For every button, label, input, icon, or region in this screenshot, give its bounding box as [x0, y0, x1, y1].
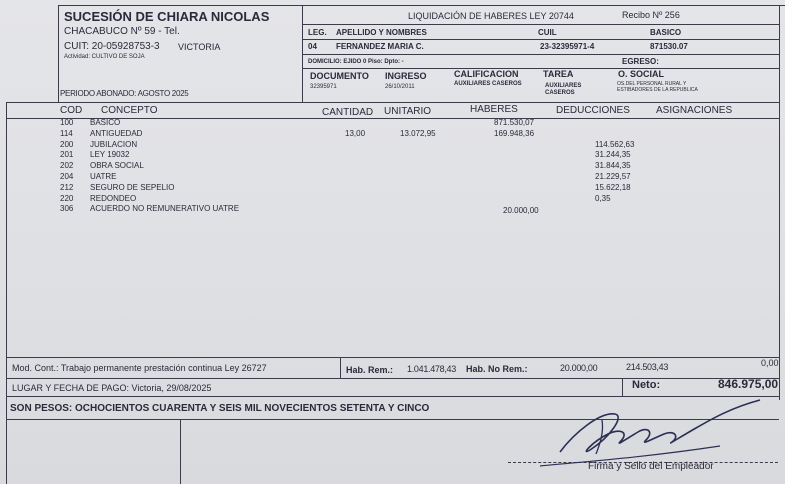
- values-underline: [302, 54, 779, 55]
- hab-rem-value: 1.041.478,43: [407, 364, 456, 374]
- osocial-label: O. SOCIAL: [618, 69, 665, 79]
- item-concepto: LEY 19032: [90, 150, 130, 160]
- cuil-value: 23-32395971-4: [540, 42, 595, 51]
- employer-name: SUCESIÓN DE CHIARA NICOLAS: [64, 9, 270, 24]
- totals-top-line: [6, 357, 779, 358]
- calif-label: CALIFICACION: [454, 69, 519, 79]
- receipt-title: LIQUIDACIÓN DE HABERES LEY 20744: [408, 11, 574, 21]
- item-deducciones: 114.562,63: [595, 139, 635, 149]
- signature-area-divider: [180, 419, 181, 484]
- employer-activity: Actividad: CULTIVO DE SOJA: [64, 54, 145, 60]
- neto-label: Neto:: [632, 379, 661, 391]
- frame-right: [779, 5, 780, 400]
- item-cantidad: 13,00: [345, 128, 366, 138]
- item-cod: 306: [60, 204, 74, 214]
- item-cod: 200: [60, 139, 74, 149]
- ingreso-value: 26/10/2011: [385, 84, 415, 90]
- item-no-rem: 20.000,00: [503, 206, 539, 216]
- col-concepto: CONCEPTO: [101, 105, 158, 116]
- col-unitario: UNITARIO: [384, 106, 432, 117]
- item-row: [0, 118, 720, 129]
- hab-rem-box: [340, 358, 341, 378]
- calif-value: AUXILIARES CASEROS: [454, 81, 522, 87]
- employee-name: FERNANDEZ MARIA C.: [336, 42, 424, 51]
- item-concepto: REDONDEO: [90, 193, 137, 203]
- item-deducciones: 0,35: [595, 193, 611, 203]
- son-pesos: SON PESOS: OCHOCIENTOS CUARENTA Y SEIS MIL NOVECIENTOS SETENTA Y CINCO: [10, 403, 430, 414]
- name-label: APELLIDO Y NOMBRES: [336, 28, 427, 37]
- domicile-underline: [302, 68, 779, 69]
- cuil-label: CUIL: [538, 28, 557, 37]
- item-cod: 202: [60, 161, 74, 171]
- deducciones-total: 214.503,43: [626, 362, 669, 372]
- lugar-fecha: LUGAR Y FECHA DE PAGO: Victoria, 29/08/2025: [12, 383, 212, 393]
- receipt-number: Recibo Nº 256: [622, 10, 680, 20]
- item-concepto: JUBILACION: [90, 139, 138, 149]
- item-haberes: 169.948,36: [494, 128, 535, 138]
- firma-label: Firma y Sello del Empleador: [588, 461, 714, 472]
- item-cod: 114: [60, 128, 73, 138]
- doc-label: DOCUMENTO: [310, 71, 369, 81]
- item-concepto: ACUERDO NO REMUNERATIVO UATRE: [90, 204, 240, 214]
- item-row: [0, 183, 720, 194]
- col-asignaciones: ASIGNACIONES: [656, 105, 733, 116]
- item-concepto: BASICO: [90, 118, 121, 127]
- item-deducciones: 31.844,35: [595, 161, 631, 171]
- osocial-value: [617, 81, 715, 98]
- leg-label: LEG.: [308, 28, 327, 37]
- item-row: [0, 172, 720, 183]
- item-row: [0, 204, 720, 215]
- item-cod: 220: [60, 193, 74, 203]
- neto-value: 846.975,00: [718, 377, 779, 391]
- basic-value: 871530.07: [650, 42, 688, 51]
- employer-address: CHACABUCO Nº 59 - Tel.: [64, 26, 180, 37]
- frame-left-top: [58, 5, 59, 103]
- basic-label: BASICO: [650, 28, 682, 37]
- labels-underline: [302, 39, 779, 40]
- item-concepto: ANTIGUEDAD: [90, 128, 143, 138]
- employer-cuit: CUIT: 20-05928753-3: [64, 41, 160, 52]
- ingreso-label: INGRESO: [385, 71, 427, 81]
- item-row: [0, 150, 720, 161]
- hab-rem-label: Hab. Rem.:: [346, 365, 394, 375]
- col-cod: COD: [60, 105, 83, 116]
- item-row: [0, 129, 720, 140]
- header-bottom-line: [6, 102, 779, 103]
- doc-value: 32395971: [310, 84, 337, 90]
- item-unitario: 13.072,95: [400, 128, 436, 138]
- totals-bottom-line: [6, 378, 779, 379]
- item-haberes: 871.530,07: [494, 118, 535, 127]
- osocial-text: OS.DEL PERSONAL RURAL Y ESTIBADORES DE LA REPUBLICA: [617, 81, 698, 93]
- item-concepto: OBRA SOCIAL: [90, 161, 144, 171]
- leg-value: 04: [308, 42, 317, 51]
- egreso-label: EGRESO:: [622, 57, 659, 66]
- tarea-label: TAREA: [543, 69, 574, 79]
- item-concepto: UATRE: [90, 172, 117, 181]
- col-cantidad: CANTIDAD: [322, 107, 374, 118]
- hab-norem-value: 20.000,00: [560, 363, 598, 373]
- item-concepto: SEGURO DE SEPELIO: [90, 182, 175, 192]
- frame-top: [58, 5, 785, 6]
- employer-city: VICTORIA: [178, 42, 221, 52]
- item-row: [0, 140, 720, 151]
- hab-norem-label: Hab. No Rem.:: [466, 364, 528, 374]
- domicile: DOMICILIO: EJIDO 0 Piso: Dpto: -: [308, 59, 404, 65]
- item-cod: 100: [60, 118, 74, 127]
- item-deducciones: 31.244,35: [595, 150, 631, 160]
- tarea-value: [545, 83, 591, 97]
- item-row: [0, 161, 720, 172]
- item-row: [0, 194, 720, 205]
- col-deducciones: DEDUCCIONES: [556, 105, 630, 116]
- asignaciones-total: 0,00: [761, 358, 779, 368]
- tarea-text: AUXILIARES CASEROS: [545, 83, 582, 96]
- item-cod: 212: [60, 182, 74, 192]
- handwritten-signature: [520, 392, 780, 472]
- item-cod: 204: [60, 172, 74, 181]
- title-underline: [302, 24, 779, 25]
- col-haberes: HABERES: [470, 104, 518, 115]
- item-deducciones: 15.622,18: [595, 182, 631, 192]
- item-deducciones: 21.229,57: [595, 172, 631, 181]
- mod-cont: Mod. Cont.: Trabajo permanente prestación continua Ley 26727: [12, 363, 267, 373]
- item-cod: 201: [60, 150, 74, 160]
- period-label: PERIODO ABONADO: AGOSTO 2025: [60, 89, 189, 98]
